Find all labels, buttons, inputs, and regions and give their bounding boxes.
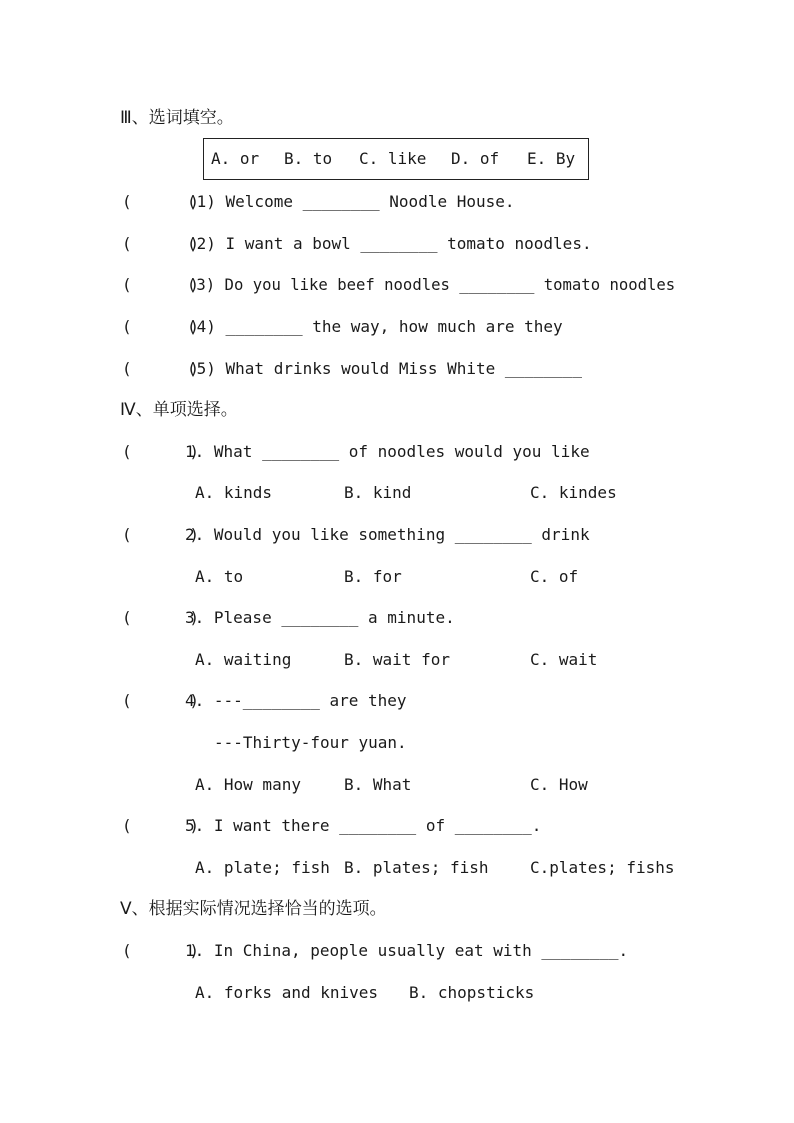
question-text: (1) Welcome ________ Noodle House. <box>187 192 515 211</box>
question-text: (2) I want a bowl ________ tomato noodles. <box>187 234 592 253</box>
word-option-b: B. to <box>284 149 333 168</box>
question-text: 5. I want there ________ of ________. <box>185 816 542 835</box>
answer-blank[interactable]: ( ) <box>122 359 200 378</box>
section-4-title: Ⅳ、单项选择。 <box>120 400 238 420</box>
option-c: C. How <box>530 775 588 794</box>
question-text: 4. ---________ are they <box>185 691 407 710</box>
option-b: B. chopsticks <box>409 983 535 1002</box>
answer-blank[interactable]: ( ) <box>122 608 200 627</box>
word-option-c: C. like <box>359 149 427 168</box>
option-b: B. kind <box>344 483 412 502</box>
question-text: 1. What ________ of noodles would you like <box>185 442 590 461</box>
answer-blank[interactable]: ( ) <box>122 275 200 294</box>
answer-line: ---Thirty-four yuan. <box>214 733 407 752</box>
option-a: A. forks and knives <box>195 983 379 1002</box>
option-c: C. of <box>530 567 579 586</box>
option-b: B. plates; fish <box>344 858 489 877</box>
option-b: B. wait for <box>344 650 450 669</box>
answer-blank[interactable]: ( ) <box>122 816 200 835</box>
answer-blank[interactable]: ( ) <box>122 192 200 211</box>
option-c: C.plates; fishs <box>530 858 675 877</box>
section-5-title: Ⅴ、根据实际情况选择恰当的选项。 <box>120 899 387 919</box>
word-option-d: D. of <box>451 149 500 168</box>
question-text: (5) What drinks would Miss White ________ <box>187 359 582 378</box>
option-b: B. What <box>344 775 412 794</box>
option-a: A. waiting <box>195 650 292 669</box>
answer-blank[interactable]: ( ) <box>122 442 200 461</box>
word-choice-box <box>203 138 589 180</box>
answer-blank[interactable]: ( ) <box>122 691 200 710</box>
answer-blank[interactable]: ( ) <box>122 317 200 336</box>
option-c: C. wait <box>530 650 598 669</box>
word-option-e: E. By <box>527 149 576 168</box>
section-3-title: Ⅲ、选词填空。 <box>120 108 234 128</box>
option-a: A. plate; fish <box>195 858 330 877</box>
option-a: A. How many <box>195 775 301 794</box>
option-a: A. to <box>195 567 244 586</box>
question-text: (3) Do you like beef noodles ________ tomato noodles <box>187 276 676 294</box>
option-b: B. for <box>344 567 402 586</box>
word-option-a: A. or <box>211 149 260 168</box>
answer-blank[interactable]: ( ) <box>122 234 200 253</box>
question-text: 2. Would you like something ________ drink <box>185 525 590 544</box>
option-a: A. kinds <box>195 483 273 502</box>
question-text: 3. Please ________ a minute. <box>185 608 455 627</box>
question-text: (4) ________ the way, how much are they <box>187 317 563 336</box>
option-c: C. kindes <box>530 483 617 502</box>
answer-blank[interactable]: ( ) <box>122 941 200 960</box>
question-text: 1. In China, people usually eat with ________. <box>185 941 629 960</box>
answer-blank[interactable]: ( ) <box>122 525 200 544</box>
